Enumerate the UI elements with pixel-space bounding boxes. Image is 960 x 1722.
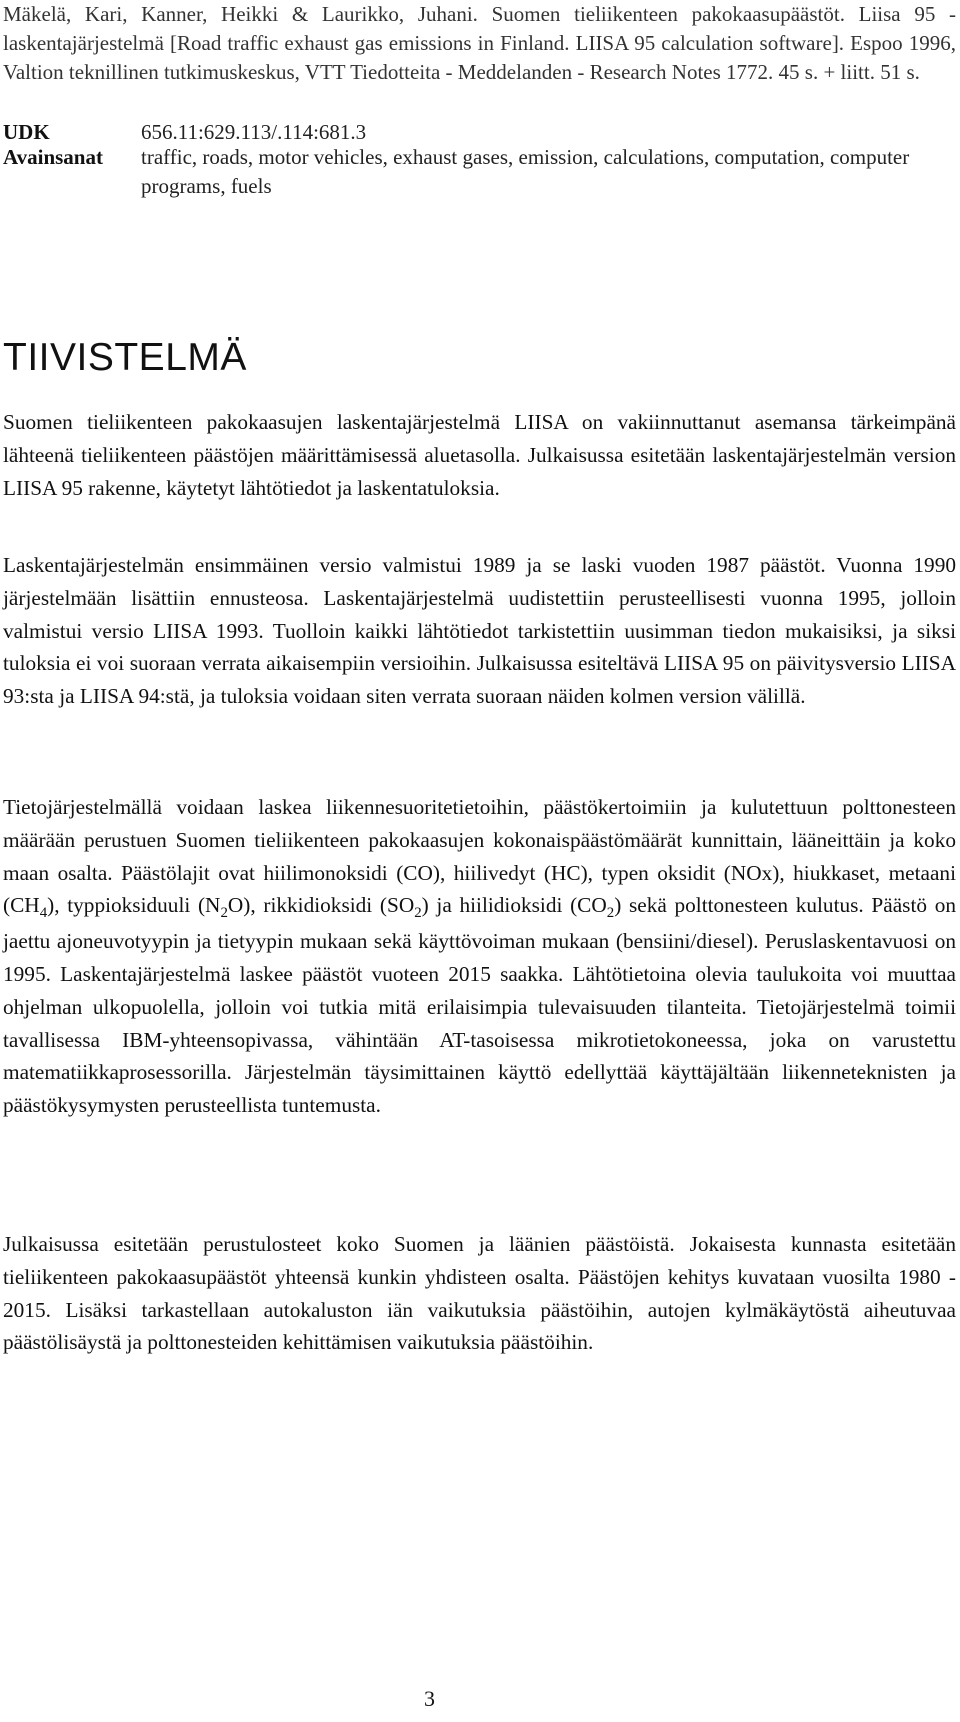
paragraph-text: ) ja hiilidioksidi (CO <box>421 893 607 918</box>
paragraph-text: ), typpioksiduuli (N <box>47 893 221 918</box>
page-number: 3 <box>424 1686 435 1711</box>
abstract-paragraph-4: Julkaisussa esitetään perustulosteet koko Suomen ja läänien päästöistä. Jokaisesta kunnasta esitetään tieliikenteen pakokaasupäästöt yhteensä kunkin yhdisteen osalta. Päästöjen kehitys kuvataan vuosilta 1980 - 2015. Lisäksi tarkastellaan autokaluston iän vaikutuksia päästöihin, autojen kylmäkäytöstä aiheutuvaa päästölisäystä ja polttonesteiden kehittämisen vaikutuksia päästöihin. <box>3 1232 956 1355</box>
keywords-label: Avainsanat <box>3 145 103 169</box>
udk-label: UDK <box>3 120 50 144</box>
subscript: 2 <box>220 904 228 921</box>
udk-value: 656.11:629.113/.114:681.3 <box>141 120 367 144</box>
subscript: 4 <box>39 904 48 921</box>
bibliographic-citation: Mäkelä, Kari, Kanner, Heikki & Laurikko, Juhani. Suomen tieliikenteen pakokaasupäästöt. Liisa 95 -laskentajärjestelmä [Road traffic exhaust gas emissions in Finland. LIISA 95 calculation software]. Espoo 1996, Valtion teknillinen tutkimuskeskus, VTT Tiedotteita - Meddelanden - Research Notes 1772. 45 s. + liitt. 51 s. <box>3 2 956 84</box>
paragraph-text: Tietojärjestelmällä voidaan laskea liikennesuoritetietoihin, päästökertoimiin ja kulutettuun polttonesteen määrään perustuen Suomen tieliikenteen pakokaasujen kokonaispäästömäärät kunnittain, lääneittäin ja koko maan osalta. Päästölajit ovat hiilimonoksidi (CO), hiilivedyt (HC), typen oksidit (NOx), hiukkaset, metaani (CH <box>3 795 956 918</box>
subscript: 2 <box>606 904 615 921</box>
paragraph-text: ) sekä polttonesteen kulutus. Päästö on jaettu ajoneuvotyypin ja tietyypin mukaan sekä käyttövoiman mukaan (bensiini/diesel). Peruslaskentavuosi on 1995. Laskentajärjestelmä laskee päästöt vuoteen 2015 saakka. Lähtötietoina olevia taulukoita voi muuttaa ohjelman ulkopuolella, jolloin voi tutkia mitä erilaisimpia tulevaisuuden tilanteita. Tietojärjestelmä toimii tavallisessa IBM-yhteensopivassa, vähintään AT-tasoisessa mikrotietokoneessa, joka on varustettu matematiikkaprosessorilla. Järjestelmän täysimittainen käyttö edellyttää käyttäjältään liikenneteknisten ja päästökysymysten perusteellista tuntemusta. <box>3 893 956 1118</box>
abstract-heading: TIIVISTELMÄ <box>3 336 247 379</box>
abstract-paragraph-1: Suomen tieliikenteen pakokaasujen laskentajärjestelmä LIISA on vakiinnuttanut asemansa tärkeimpänä lähteenä tieliikenteen päästöjen määrittämisessä aluetasolla. Julkaisussa esitetään laskentajärjestelmän version LIISA 95 rakenne, käytetyt lähtötiedot ja laskentatuloksia. <box>3 410 956 500</box>
abstract-paragraph-2: Laskentajärjestelmän ensimmäinen versio valmistui 1989 ja se laski vuoden 1987 päästöt. Vuonna 1990 järjestelmään lisättiin ennusteosa. Laskentajärjestelmä uudistettiin perusteellisesti vuonna 1995, jolloin valmistui versio LIISA 1993. Tuolloin kaikki lähtötiedot tarkistettiin uusimman tiedon mukaisiksi, ja siksi tuloksia ei voi suoraan verrata aikaisempiin versioihin. Julkaisussa esiteltävä LIISA 95 on päivitysversio LIISA 93:sta ja LIISA 94:stä, ja tuloksia voidaan siten verrata suoraan näiden kolmen version välillä. <box>3 553 956 709</box>
subscript: 2 <box>414 904 422 921</box>
keywords-value: traffic, roads, motor vehicles, exhaust gases, emission, calculations, computation, computer programs, fuels <box>141 145 910 198</box>
paragraph-text: O), rikkidioksidi (SO <box>227 893 415 918</box>
abstract-paragraph-3 <box>3 791 956 1122</box>
keywords-row <box>3 143 956 201</box>
